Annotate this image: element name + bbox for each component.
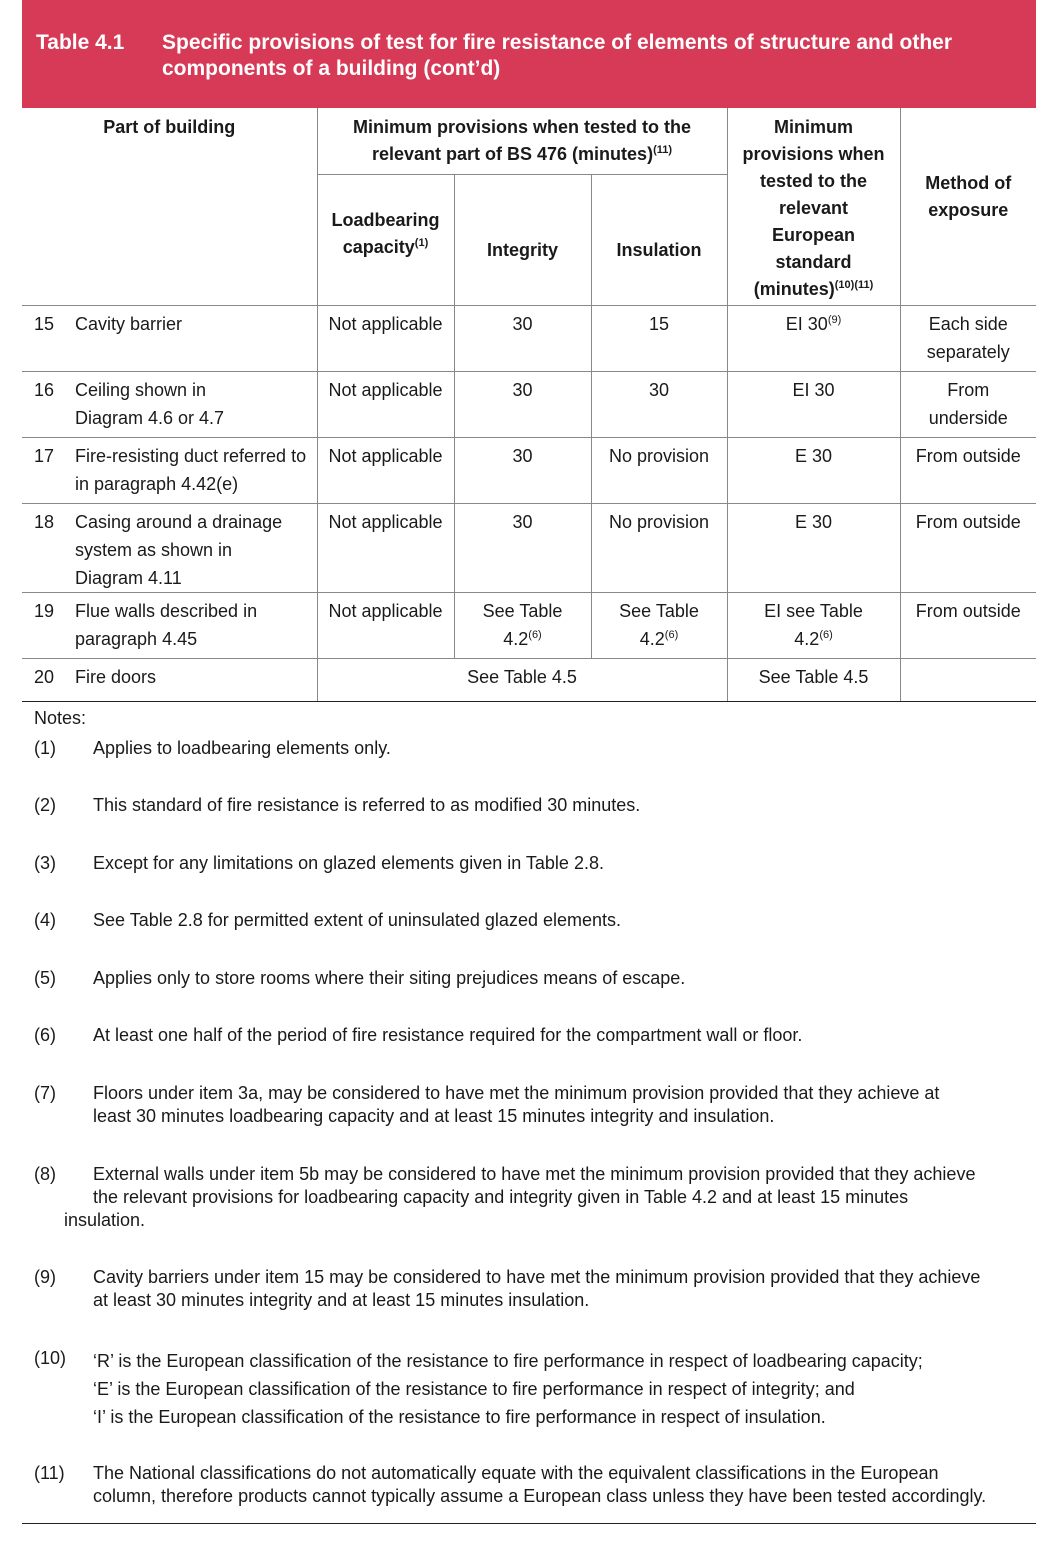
row-part: Flue walls described in paragraph 4.45: [75, 600, 258, 649]
note-line: ‘R’ is the European classification of the resistance to fire performance in respect of loadbearing capacity;: [93, 1351, 923, 1371]
row-integrity: 30: [512, 379, 533, 400]
row-integrity-sup: (6): [528, 628, 542, 641]
note-number: (5): [34, 968, 56, 988]
row-insulation: See Table 4.2: [619, 600, 699, 649]
header-european-sup: (10)(11): [834, 279, 874, 291]
row-european: EI see Table 4.2: [764, 600, 863, 649]
row-number: 20: [34, 666, 55, 687]
note-line: Cavity barriers under item 15 may be considered to have met the minimum provision provided that they achieve: [93, 1267, 981, 1287]
note-item: [34, 1266, 1029, 1312]
note-line: column, therefore products cannot typically assume a European class unless they have been tested accordingly.: [93, 1486, 987, 1506]
row-method: [901, 659, 1037, 663]
table-title-bar: [22, 0, 1036, 108]
row-number: 18: [34, 511, 55, 532]
note-item: [34, 1082, 1029, 1128]
notes-label: Notes:: [34, 708, 87, 728]
row-european-sup: (9): [827, 313, 842, 326]
note-item: [34, 967, 1029, 990]
header-insulation-label: Insulation: [616, 239, 702, 260]
header-loadbearing-sup: (1): [414, 236, 429, 249]
header-european-label: Minimum provisions when tested to the relevant European standard (minutes): [742, 117, 885, 299]
row-loadbearing: Not applicable: [328, 445, 443, 466]
row-part: Ceiling shown in Diagram 4.6 or 4.7: [75, 379, 225, 428]
note-line: Floors under item 3a, may be considered to have met the minimum provision provided that they achieve at: [93, 1083, 940, 1103]
header-integrity: [454, 174, 591, 305]
note-line: at least 30 minutes integrity and at least 15 minutes insulation.: [93, 1290, 590, 1310]
note-number: (8): [34, 1164, 56, 1184]
note-item: [34, 737, 1029, 760]
row-number: 16: [34, 379, 55, 400]
document-page: [22, 0, 1036, 1506]
table-number: Table 4.1: [36, 31, 125, 54]
row-bs476-merged: See Table 4.5: [467, 666, 577, 687]
note-line: Applies only to store rooms where their siting prejudices means of escape.: [93, 968, 686, 988]
row-insulation: 15: [649, 313, 670, 334]
fire-resistance-table: [22, 108, 1036, 702]
note-number: (3): [34, 853, 56, 873]
row-loadbearing: Not applicable: [328, 313, 443, 334]
row-european: EI 30: [792, 379, 835, 400]
row-european-sup: (6): [819, 628, 833, 641]
note-number: (10): [34, 1348, 67, 1368]
header-insulation: [591, 174, 727, 305]
note-line: ‘I’ is the European classification of the resistance to fire performance in respect of insulation.: [93, 1407, 826, 1427]
row-insulation: No provision: [608, 511, 710, 532]
note-item: [34, 1024, 1029, 1047]
row-part: Fire-resisting duct referred to in paragraph 4.42(e): [75, 445, 307, 494]
note-line: Except for any limitations on glazed elements given in Table 2.8.: [93, 853, 604, 873]
note-line: the relevant provisions for loadbearing capacity and integrity given in Table 4.2 and at least 15 minutes: [93, 1187, 909, 1207]
row-method: From outside: [915, 445, 1021, 466]
table-row: [22, 305, 1036, 371]
header-method: [900, 108, 1036, 305]
note-number: (7): [34, 1083, 56, 1103]
row-part: Fire doors: [75, 666, 157, 687]
table-row: [22, 371, 1036, 437]
row-integrity: 30: [512, 511, 533, 532]
header-european: [727, 108, 900, 305]
row-method: From underside: [928, 379, 1008, 428]
row-european: E 30: [795, 511, 833, 532]
row-number: 15: [34, 313, 55, 334]
row-method: From outside: [915, 511, 1021, 532]
note-number: (1): [34, 738, 56, 758]
row-loadbearing: Not applicable: [328, 379, 443, 400]
header-loadbearing: [317, 174, 454, 305]
table-row: [22, 658, 1036, 701]
note-item: [34, 1462, 1029, 1508]
row-loadbearing: Not applicable: [328, 600, 443, 621]
note-line: ‘E’ is the European classification of the resistance to fire performance in respect of integrity; and: [93, 1379, 855, 1399]
note-line: This standard of fire resistance is referred to as modified 30 minutes.: [93, 795, 641, 815]
table-row: [22, 437, 1036, 503]
note-number: (9): [34, 1267, 56, 1287]
note-item: [34, 852, 1029, 875]
note-line: Applies to loadbearing elements only.: [93, 738, 391, 758]
row-number: 19: [34, 600, 55, 621]
header-bs476-label: Minimum provisions when tested to the relevant part of BS 476 (minutes): [353, 117, 692, 164]
header-bs476-sup: (11): [653, 144, 673, 156]
row-integrity: See Table 4.2: [482, 600, 563, 649]
header-bs476-group: [317, 108, 727, 174]
header-integrity-label: Integrity: [486, 239, 558, 260]
note-number: (11): [34, 1463, 65, 1483]
row-method: From outside: [915, 600, 1021, 621]
row-method: Each side separately: [926, 313, 1010, 362]
row-insulation: 30: [649, 379, 670, 400]
note-line: least 30 minutes loadbearing capacity and at least 15 minutes integrity and insulation.: [93, 1106, 775, 1126]
row-integrity: 30: [512, 313, 533, 334]
note-item: [34, 909, 1029, 932]
row-integrity: 30: [512, 445, 533, 466]
note-number: (2): [34, 795, 56, 815]
row-part: Cavity barrier: [75, 313, 183, 334]
note-line: At least one half of the period of fire resistance required for the compartment wall or floor.: [93, 1025, 803, 1045]
note-line: The National classifications do not automatically equate with the equivalent classifications in the European: [93, 1463, 939, 1483]
note-number: (4): [34, 910, 56, 930]
note-item: [34, 794, 1029, 817]
table-row: [22, 592, 1036, 658]
row-loadbearing: Not applicable: [328, 511, 443, 532]
note-item: [34, 1347, 1029, 1431]
header-part-label: Part of building: [103, 117, 236, 137]
row-european: See Table 4.5: [758, 666, 869, 687]
row-insulation: No provision: [608, 445, 710, 466]
table-title: Specific provisions of test for fire resistance of elements of structure and other components of a building (cont’d): [162, 31, 953, 80]
row-european: E 30: [795, 445, 833, 466]
note-line: See Table 2.8 for permitted extent of uninsulated glazed elements.: [93, 910, 622, 930]
note-item: [34, 1163, 1029, 1232]
header-method-label: Method of exposure: [925, 173, 1012, 220]
note-line: insulation.: [64, 1210, 146, 1230]
row-insulation-sup: (6): [664, 628, 679, 641]
table-row: [22, 503, 1036, 592]
row-part: Casing around a drainage system as shown in Diagram 4.11: [75, 511, 283, 588]
header-loadbearing-label: Loadbearing capacity: [331, 209, 440, 257]
notes-section: [22, 700, 1036, 1524]
note-number: (6): [34, 1025, 56, 1045]
row-number: 17: [34, 445, 55, 466]
header-part-of-building: [22, 108, 317, 305]
note-line: External walls under item 5b may be considered to have met the minimum provision provided that they achieve: [93, 1164, 976, 1184]
row-european: EI 30: [785, 313, 828, 334]
